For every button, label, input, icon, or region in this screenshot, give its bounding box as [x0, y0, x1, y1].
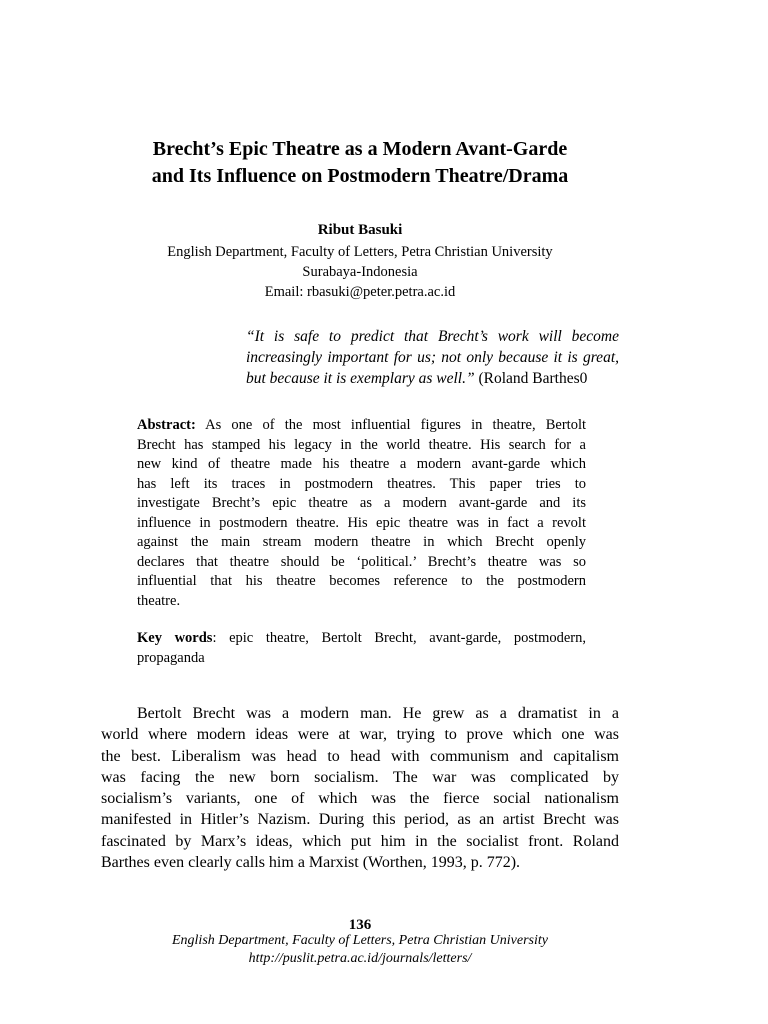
footer-url: http://puslit.petra.ac.id/journals/letters/	[248, 951, 472, 966]
page-footer	[60, 932, 660, 968]
body-line: fascinated by Marx’s ideas, which put him in the socialist front. Roland	[101, 832, 619, 850]
body-line: manifested in Hitler’s Nazism. During this period, as an artist Brecht was	[101, 811, 619, 829]
footer-department: English Department, Faculty of Letters, Petra Christian University	[171, 933, 549, 948]
epigraph	[246, 326, 619, 389]
author-affiliation-block	[60, 242, 660, 302]
epigraph-attribution: (Roland Barthes0	[474, 370, 588, 387]
title-line-1: Brecht’s Epic Theatre as a Modern Avant-Garde	[152, 138, 568, 160]
title-line-2: and Its Influence on Postmodern Theatre/Drama	[151, 165, 569, 187]
keywords-label: Key words	[137, 630, 213, 646]
abstract-line: Brecht has stamped his legacy in the world theatre. His search for a	[137, 436, 586, 453]
body-line: the best. Liberalism was head to head with communism and capitalism	[101, 747, 619, 765]
epigraph-quote-line: “It is safe to predict that Brecht’s work will become	[246, 328, 619, 345]
abstract-line: has left its traces in postmodern theatres. This paper tries to	[137, 475, 586, 492]
author-location: Surabaya-Indonesia	[302, 264, 418, 280]
body-line: world where modern ideas were at war, trying to prove which one was	[101, 726, 619, 744]
abstract-line: against the main stream modern theatre in which Brecht openly	[137, 534, 586, 550]
keywords-line: propaganda	[137, 649, 205, 666]
author-affiliation: English Department, Faculty of Letters, Petra Christian University	[167, 244, 553, 260]
body-line: Bertolt Brecht was a modern man. He grew as a dramatist in a	[137, 705, 619, 722]
keywords	[137, 629, 586, 668]
epigraph-quote-line: increasingly important for us; not only because it is great,	[246, 349, 619, 366]
abstract-line: influential that his theatre becomes reference to the postmodern	[137, 573, 586, 589]
page-number: 136	[348, 917, 372, 933]
abstract-line: As one of the most influential figures in theatre, Bertolt	[195, 417, 586, 433]
abstract-line: new kind of theatre made his theatre a modern avant-garde which	[137, 456, 586, 472]
epigraph-quote-line: but because it is exemplary as well.”	[246, 370, 475, 387]
body-line: socialism’s variants, one of which was the fierce social nationalism	[101, 790, 619, 808]
body-paragraph	[101, 703, 619, 873]
keywords-line: : epic theatre, Bertolt Brecht, avant-garde, postmodern,	[212, 630, 586, 646]
abstract-line: investigate Brecht’s epic theatre as a modern avant-garde and its	[137, 495, 586, 511]
paper-title	[60, 136, 660, 190]
abstract-label: Abstract:	[137, 417, 196, 433]
abstract	[137, 416, 586, 611]
abstract-line: declares that theatre should be ‘political.’ Brecht’s theatre was so	[137, 553, 586, 570]
abstract-line: theatre.	[137, 592, 181, 609]
author-name: Ribut Basuki	[317, 222, 403, 238]
author-email: Email: rbasuki@peter.petra.ac.id	[264, 284, 456, 300]
abstract-line: influence in postmodern theatre. His epic theatre was in fact a revolt	[137, 514, 586, 531]
body-line: Barthes even clearly calls him a Marxist (Worthen, 1993, p. 772).	[101, 854, 521, 872]
body-line: was facing the new born socialism. The war was complicated by	[101, 768, 619, 786]
